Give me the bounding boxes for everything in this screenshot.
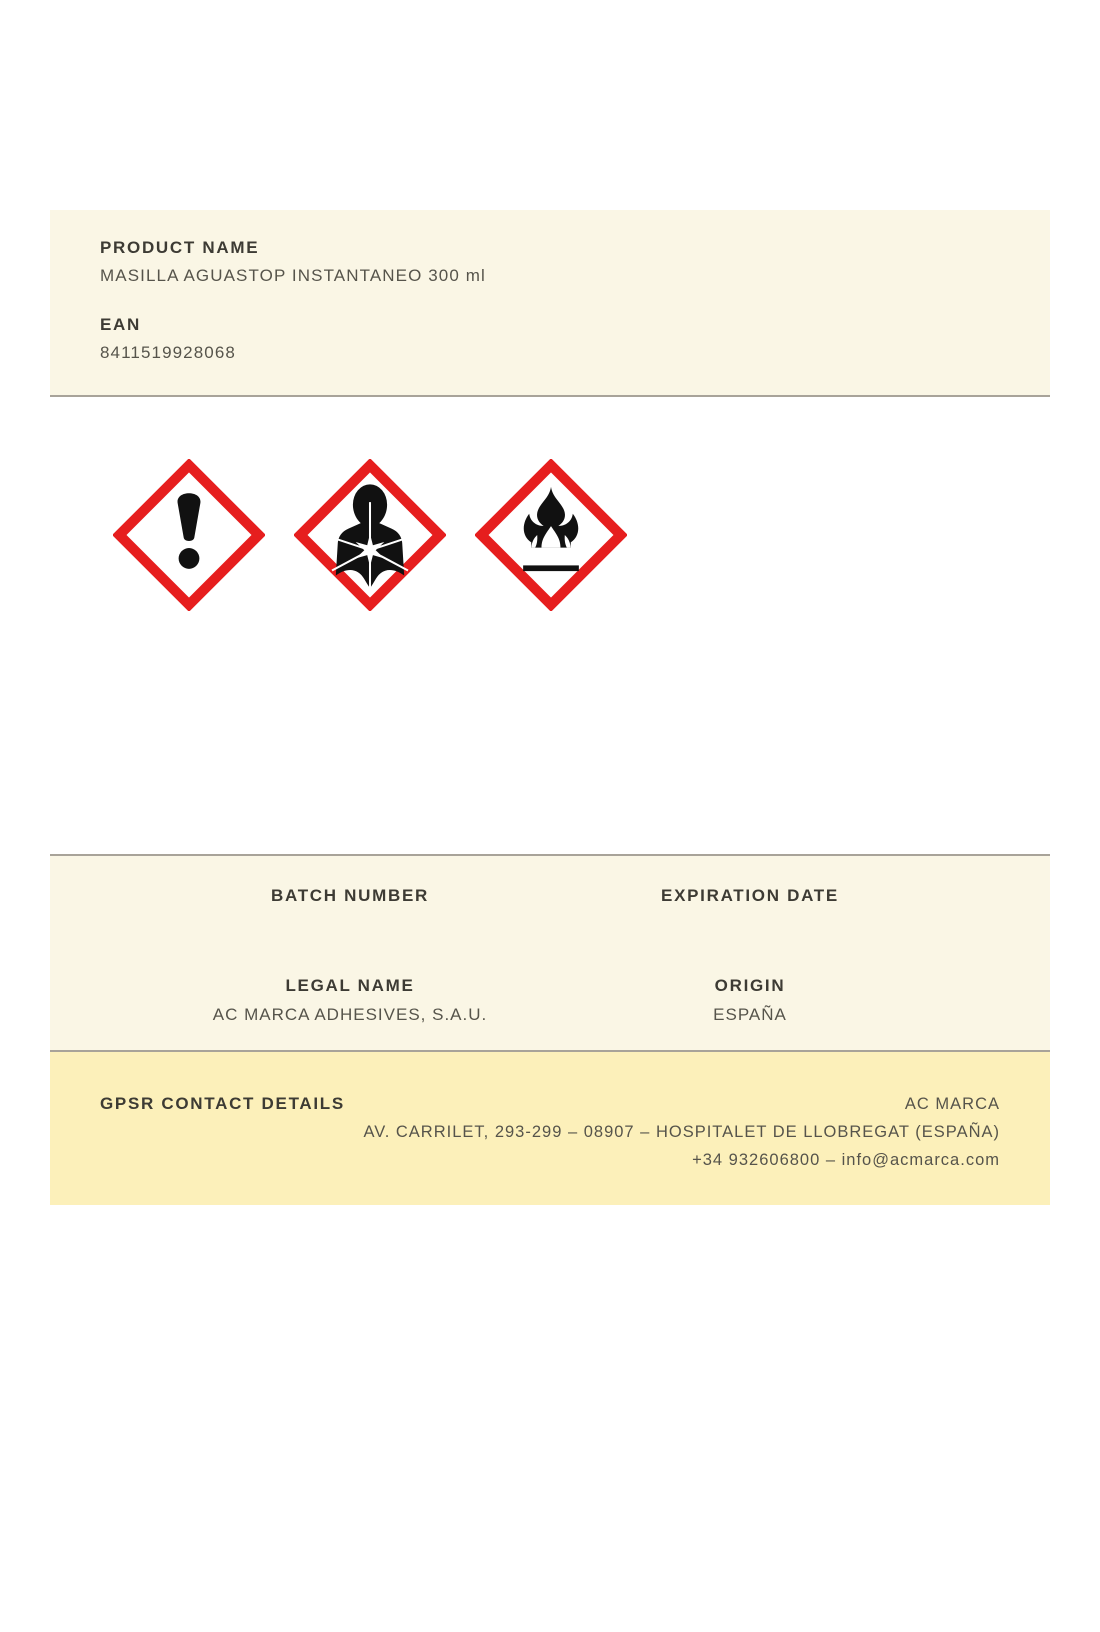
origin-field: [550, 976, 950, 1025]
ean-value: 8411519928068: [100, 343, 236, 362]
gpsr-contact-panel: [50, 1052, 1050, 1205]
batch-expiration-row: [150, 886, 950, 906]
origin-value: ESPAÑA: [713, 1005, 787, 1024]
legal-name-label: LEGAL NAME: [285, 976, 415, 995]
batch-number-field: [150, 886, 550, 906]
gpsr-contact-lines: [345, 1090, 1000, 1174]
ghs-health-hazard-icon: [294, 459, 446, 611]
expiration-date-field: [550, 886, 950, 906]
ean-field: [100, 315, 1000, 363]
gpsr-contact-label: GPSR CONTACT DETAILS: [100, 1094, 345, 1113]
gpsr-phone-email: +34 932606800 – info@acmarca.com: [692, 1151, 1000, 1169]
product-name-label: PRODUCT NAME: [100, 238, 260, 257]
ean-label: EAN: [100, 315, 141, 334]
batch-legal-panel: [50, 854, 1050, 1052]
legal-name-value: AC MARCA ADHESIVES, S.A.U.: [212, 1005, 488, 1024]
batch-number-label: BATCH NUMBER: [271, 886, 429, 905]
ghs-flame-icon: [475, 459, 627, 611]
origin-label: ORIGIN: [714, 976, 786, 995]
product-sheet: [50, 210, 1050, 1205]
ghs-flame-pictogram: [475, 459, 627, 611]
hazard-pictogram-row: [50, 459, 1050, 611]
legal-name-field: [150, 976, 550, 1025]
gpsr-address: AV. CARRILET, 293-299 – 08907 – HOSPITALET DE LLOBREGAT (ESPAÑA): [363, 1123, 1000, 1141]
ghs-health-hazard-pictogram: [294, 459, 446, 611]
expiration-date-label: EXPIRATION DATE: [661, 886, 839, 905]
ghs-exclamation-pictogram: [113, 459, 265, 611]
product-name-value: MASILLA AGUASTOP INSTANTANEO 300 ml: [100, 266, 486, 285]
legal-origin-row: [150, 976, 950, 1025]
gpsr-company: AC MARCA: [904, 1095, 1000, 1113]
ghs-exclamation-mark-icon: [113, 459, 265, 611]
product-identity-panel: [50, 210, 1050, 397]
product-name-field: [100, 238, 1000, 286]
